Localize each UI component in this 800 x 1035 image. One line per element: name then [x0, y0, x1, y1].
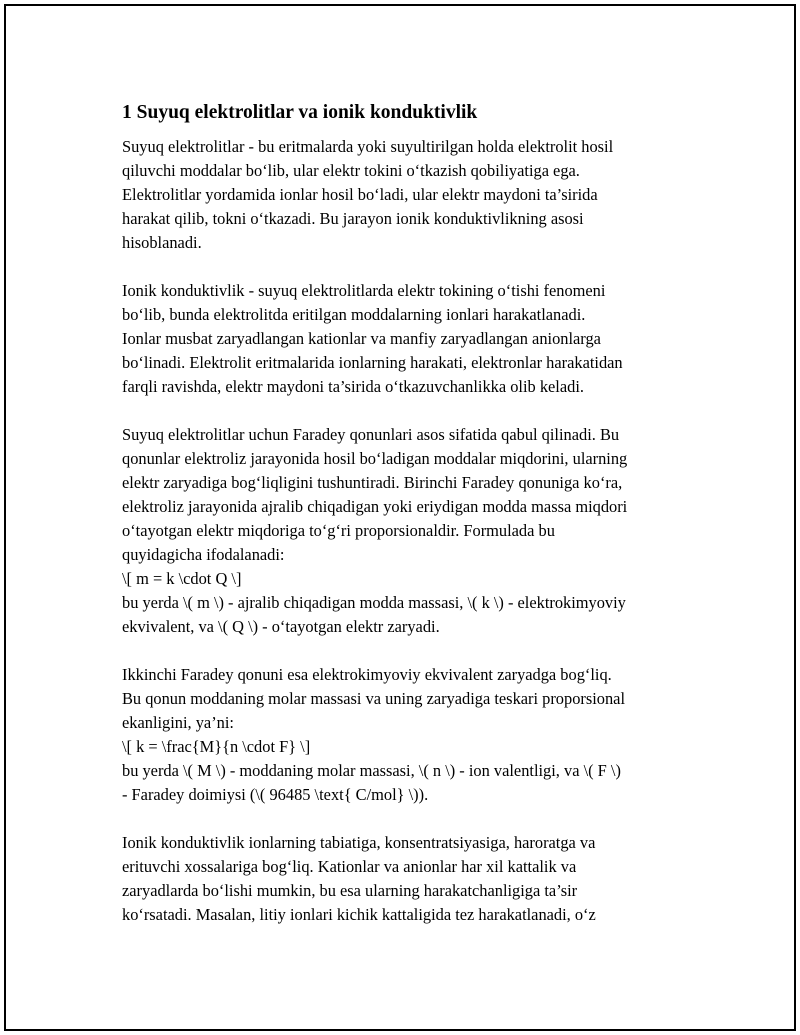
paragraph	[122, 423, 694, 639]
text-line: Ionik konduktivlik ionlarning tabiatiga, konsentratsiyasiga, haroratga va	[122, 833, 596, 852]
text-line: ko‘rsatadi. Masalan, litiy ionlari kichik kattaligida tez harakatlanadi, o‘z	[122, 905, 596, 924]
text-line: Suyuq elektrolitlar - bu eritmalarda yoki suyultirilgan holda elektrolit hosil	[122, 137, 614, 156]
text-line: \[ k = \frac{M}{n \cdot F} \]	[122, 737, 311, 756]
text-line: bo‘lib, bunda elektrolitda eritilgan moddalarning ionlari harakatlanadi.	[122, 305, 586, 324]
text-line: hisoblanadi.	[122, 233, 202, 252]
paragraph	[122, 279, 694, 399]
text-line: bu yerda \( M \) - moddaning molar massasi, \( n \) - ion valentligi, va \( F \)	[122, 761, 621, 780]
page-frame	[4, 4, 796, 1031]
text-line: - Faradey doimiysi (\( 96485 \text{ C/mol} \)).	[122, 785, 429, 804]
text-line: Suyuq elektrolitlar uchun Faradey qonunlari asos sifatida qabul qilinadi. Bu	[122, 425, 620, 444]
text-line: quyidagicha ifodalanadi:	[122, 545, 285, 564]
text-line: Ionlar musbat zaryadlangan kationlar va manfiy zaryadlangan anionlarga	[122, 329, 601, 348]
paragraph-list	[122, 135, 694, 927]
text-line: Elektrolitlar yordamida ionlar hosil bo‘ladi, ular elektr maydoni ta’sirida	[122, 185, 598, 204]
text-line: Bu qonun moddaning molar massasi va uning zaryadiga teskari proporsional	[122, 689, 625, 708]
section-title: 1 Suyuq elektrolitlar va ionik konduktivlik	[122, 102, 478, 123]
text-line: Ikkinchi Faradey qonuni esa elektrokimyoviy ekvivalent zaryadga bog‘liq.	[122, 665, 612, 684]
text-line: Ionik konduktivlik - suyuq elektrolitlarda elektr tokining o‘tishi fenomeni	[122, 281, 606, 300]
text-line: elektroliz jarayonida ajralib chiqadigan yoki eriydigan modda massa miqdori	[122, 497, 628, 516]
text-line: \[ m = k \cdot Q \]	[122, 569, 242, 588]
text-line: o‘tayotgan elektr miqdoriga to‘g‘ri proporsionaldir. Formulada bu	[122, 521, 555, 540]
paragraph	[122, 831, 694, 927]
paragraph	[122, 663, 694, 807]
paragraph	[122, 135, 694, 255]
text-line: zaryadlarda bo‘lishi mumkin, bu esa ularning harakatchanligiga ta’sir	[122, 881, 578, 900]
text-line: ekvivalent, va \( Q \) - o‘tayotgan elektr zaryadi.	[122, 617, 440, 636]
text-line: qonunlar elektroliz jarayonida hosil bo‘ladigan moddalar miqdorini, ularning	[122, 449, 628, 468]
text-line: bu yerda \( m \) - ajralib chiqadigan modda massasi, \( k \) - elektrokimyoviy	[122, 593, 626, 612]
text-line: ekanligini, ya’ni:	[122, 713, 234, 732]
text-line: qiluvchi moddalar bo‘lib, ular elektr tokini o‘tkazish qobiliyatiga ega.	[122, 161, 580, 180]
text-line: elektr zaryadiga bog‘liqligini tushuntiradi. Birinchi Faradey qonuniga ko‘ra,	[122, 473, 623, 492]
text-line: bo‘linadi. Elektrolit eritmalarida ionlarning harakati, elektronlar harakatidan	[122, 353, 623, 372]
text-line: harakat qilib, tokni o‘tkazadi. Bu jarayon ionik konduktivlikning asosi	[122, 209, 584, 228]
text-line: erituvchi xossalariga bog‘liq. Kationlar va anionlar har xil kattalik va	[122, 857, 577, 876]
document-body	[122, 100, 694, 951]
text-line: farqli ravishda, elektr maydoni ta’sirida o‘tkazuvchanlikka olib keladi.	[122, 377, 584, 396]
